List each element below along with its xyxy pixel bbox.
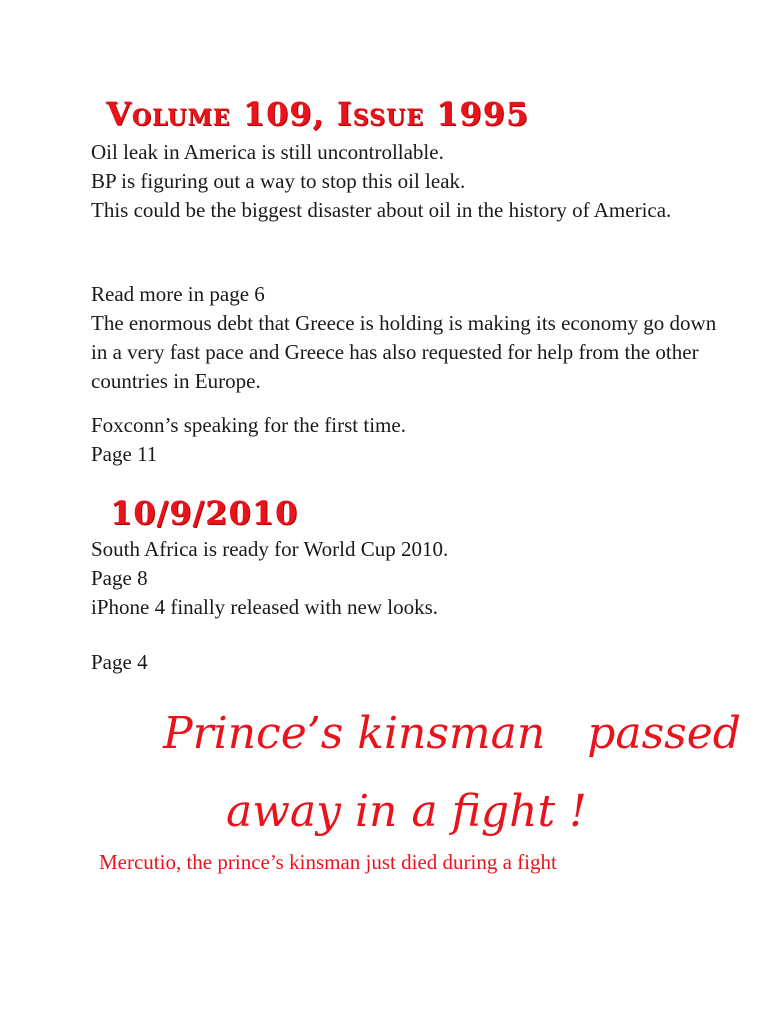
oil-leak-line-3: This could be the biggest disaster about oil in the history of America. <box>91 198 672 222</box>
greece-debt-text: The enormous debt that Greece is holding is making its economy go down in a very fast pace and Greece has also requested for help from the other countries in Europe. <box>91 311 717 393</box>
greece-story <box>91 280 731 396</box>
foxconn-story <box>91 411 731 469</box>
iphone-page-ref: Page 4 <box>91 650 148 674</box>
headline-line-2: away in a fight ! <box>226 786 587 837</box>
date-heading: 10/9/2010 <box>110 494 299 532</box>
iphone-text: iPhone 4 finally released with new looks. <box>91 595 439 619</box>
mercutio-story-text: Mercutio, the prince’s kinsman just died during a fight <box>99 850 557 874</box>
read-more-page-6: Read more in page 6 <box>91 282 265 306</box>
news-briefs <box>91 535 731 622</box>
headline-line-1: Prince’s kinsman passed <box>163 708 741 759</box>
south-africa-text: South Africa is ready for World Cup 2010. <box>91 537 449 561</box>
oil-leak-story <box>91 138 731 225</box>
oil-leak-line-2: BP is figuring out a way to stop this oil leak. <box>91 169 466 193</box>
south-africa-page-ref: Page 8 <box>91 566 148 590</box>
iphone-page-block <box>91 648 731 677</box>
oil-leak-line-1: Oil leak in America is still uncontrollable. <box>91 140 444 164</box>
foxconn-text: Foxconn’s speaking for the first time. <box>91 413 406 437</box>
volume-issue-heading: Volume 109, Issue 1995 <box>106 95 530 133</box>
foxconn-page-ref: Page 11 <box>91 442 158 466</box>
